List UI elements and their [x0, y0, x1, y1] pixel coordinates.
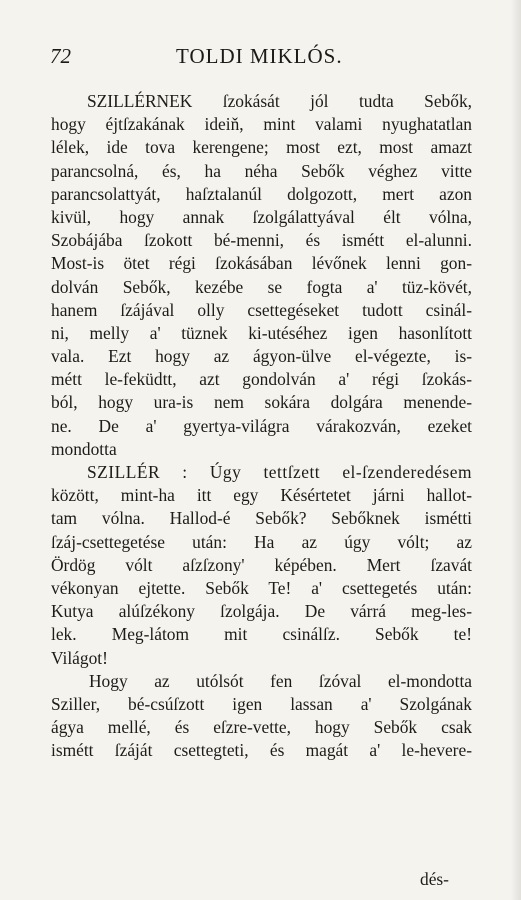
text-line: Kutya alúſzékony ſzolgája. De várrá meg-les- — [51, 601, 472, 622]
text-line: lek. Meg-látom mit csinálſz. Sebők te! — [51, 624, 472, 645]
text-line: között, mint-ha itt egy Késértetet járni hallot- — [51, 485, 472, 506]
text-line: Sziller, bé-csúſzott igen lassan a' Szolgának — [51, 693, 472, 714]
text-line: SZILLÉRNEK ſzokását jól tudta Sebők, — [87, 91, 472, 111]
page-header — [50, 44, 460, 74]
running-head: TOLDI MIKLÓS. — [176, 44, 343, 68]
text-line: ſzáj-csettegetése után: Ha az úgy vólt; az — [51, 531, 472, 552]
text-line: ni, melly a' tüznek ki-utéséhez igen hasonlított — [51, 322, 472, 343]
text-line: parancsolná, és, ha néha Sebők véghez vitte — [51, 160, 472, 181]
text-line: mondotta — [51, 438, 117, 459]
text-line: métt le-feküdtt, azt gondolván a' régi ſzokás- — [51, 369, 472, 390]
text-line: vala. Ezt hogy az ágyon-ülve el-végezte, is- — [51, 346, 472, 367]
text-line: vékonyan ejtette. Sebők Te! a' csettegetés után: — [51, 577, 472, 598]
text-line: Szobájába ſzokott bé-menni, és ismétt el-alunni. — [51, 230, 472, 251]
text-line: ismétt ſzáját csettegteti, és magát a' le-hevere- — [51, 740, 472, 761]
speaker-line: SZILLÉR : Úgy tettſzett el-ſzenderedésem — [87, 462, 472, 482]
text-line: Ördög vólt aſzſzony' képében. Mert ſzavát — [51, 554, 472, 575]
text-line: ágya mellé, és eſzre-vette, hogy Sebők csak — [51, 717, 472, 738]
text-line: lélek, ide tova kerengene; most ezt, most amazt — [51, 137, 472, 158]
body-text — [51, 90, 472, 762]
text-line: tam vólna. Hallod-é Sebők? Sebőknek ismétti — [51, 508, 472, 529]
text-line: ne. De a' gyertya-világra várakozván, ezeket — [51, 415, 472, 436]
text-line: parancsolattyát, haſztalanúl dolgozott, mert azon — [51, 183, 472, 204]
catchword: dés- — [420, 869, 449, 889]
text-line: dolván Sebők, kezébe se fogta a' tüz-kövét, — [51, 276, 472, 297]
page-number: 72 — [50, 44, 71, 68]
text-line: ból, hogy ura-is nem sokára dolgára menende- — [51, 392, 472, 413]
text-line: hanem ſzájával olly csettegéseket tudott csinál- — [51, 299, 472, 320]
text-line: Most-is ötet régi ſzokásában lévőnek lenni gon- — [51, 253, 472, 274]
text-line: kivül, hogy annak ſzolgálattyával élt vólna, — [51, 206, 472, 227]
text-line: Hogy az utólsót fen ſzóval el-mondotta — [89, 670, 472, 691]
text-line: Világot! — [51, 647, 108, 668]
text-line: hogy éjtſzakának ideiň, mint valami nyughatatlan — [51, 114, 472, 135]
page-edge-shadow — [511, 0, 521, 900]
